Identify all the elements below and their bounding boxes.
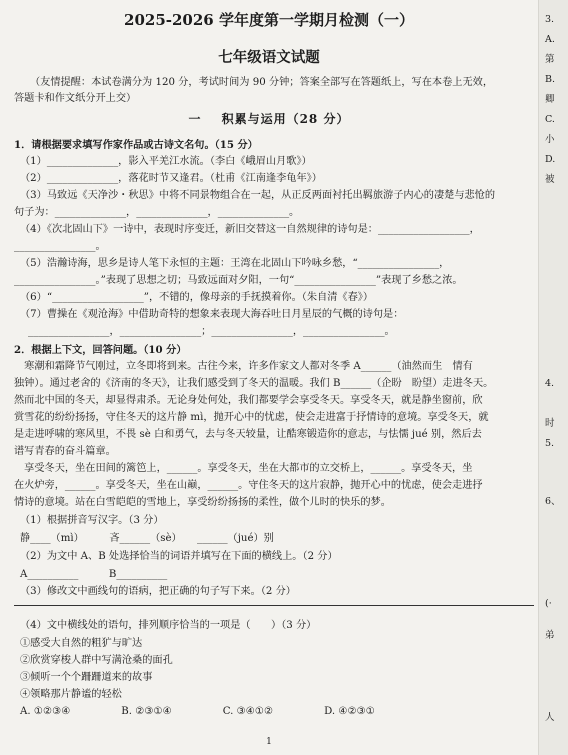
question-1-heading: 1．请根据要求填写作家作品或古诗文名句。（15 分） (14, 139, 258, 151)
option-sentence-3: ③倾听一个个跚跚道来的故事 (20, 672, 153, 683)
strip-text: 小 (545, 134, 555, 145)
q2-sub-2: （2）为文中 A、B 处选择恰当的词语并填写在下面的横线上。（2 分） (20, 551, 338, 562)
passage-line-9: 情诗的意境。站在白雪皑皑的雪地上，享受纷纷扬扬的柔性，做个儿时的快乐的梦。 (14, 497, 391, 508)
strip-text: 时 (545, 418, 555, 429)
question-2-heading: 2．根据上下文，回答问题。（10 分） (14, 344, 187, 356)
q1-item-4-cont: ________________。 (14, 241, 106, 252)
q1-item-1: （1）______________，影入平羌江水流。（李白《峨眉山月歌》） (20, 156, 312, 167)
passage-line-7: 享受冬天，坐在田间的篱笆上，______。享受冬天，坐在大都市的立交桥上，______。享受冬天，坐 (14, 463, 473, 474)
adjacent-page-strip (538, 0, 568, 755)
q1-item-7: （7）曹操在《观沧海》中借助奇特的想象来表现大海吞吐日月星辰的气概的诗句是： (20, 309, 404, 320)
strip-text: 5. (545, 438, 555, 449)
strip-text: 人 (545, 712, 555, 723)
q1-item-5-cont: ________________。”表现了思想之切；马致远面对夕阳，一句“________________”表现了乡愁之浓。 (14, 275, 463, 286)
strip-text: 6、 (545, 496, 561, 507)
q1-item-4: （4）《次北固山下》一诗中，表现时序变迁，新旧交替这一自然规律的诗句是：__________________， (20, 224, 480, 235)
strip-text: B. (545, 74, 556, 85)
q2-sub-1-blanks: 静____（mì） 吝______（sè） ______（jué）别 (20, 533, 274, 544)
strip-text: (· (545, 598, 552, 609)
notice-line-1: （友情提醒：本试卷满分为 120 分，考试时间为 90 分钟；答案全部写在答题纸上，写在本卷上无效， (30, 77, 494, 88)
passage-line-8: 在火炉旁，______。享受冬天，坐在山巅，______。守住冬天的这片寂静，抛开心中的忧虑，使会走进抒 (14, 480, 483, 491)
q1-item-6: （6）“__________________”，不错的，像母亲的手抚摸着你。（朱自清《春》） (20, 292, 374, 303)
strip-text: 被 (545, 174, 555, 185)
exam-subtitle: 七年级语文试题 (218, 49, 320, 66)
passage-line-6: 谱写青春的奋斗篇章。 (14, 446, 116, 457)
notice-line-2: 答题卡和作文纸分开上交） (14, 93, 137, 104)
passage-line-1: 寒潮和霜降节气刚过，立冬即将到来。古往今来，许多作家文人都对冬季 A______（油然而生 情有 (14, 361, 473, 372)
strip-text: 弟 (545, 630, 555, 641)
option-sentence-4: ④领略那片静谧的轻松 (20, 689, 122, 700)
strip-text: C. (545, 114, 555, 125)
passage-line-2: 独钟）。通过老舍的《济南的冬天》，让我们感受到了冬天的温暖。我们 B______（企盼 盼望）走进冬天。 (14, 378, 494, 389)
q1-item-3: （3）马致远《天净沙・秋思》中将不同景物组合在一起，从正反两面衬托出羁旅游子内心的凄楚与悲怆的 (20, 190, 496, 201)
strip-text: 第 (545, 54, 555, 65)
q1-item-5: （5）浩瀚诗海，思乡是诗人笔下永恒的主题：王湾在北固山下吟咏乡愁，“________________， (20, 258, 450, 269)
q2-sub-1: （1）根据拼音写汉字。（3 分） (20, 515, 164, 526)
q1-item-2: （2）______________，落花时节又逢君。（杜甫《江南逢李龟年》） (20, 173, 322, 184)
strip-text: 卿 (545, 94, 555, 105)
strip-text: 3. (545, 14, 555, 25)
section-number: 一 (188, 112, 202, 126)
q1-item-3-cont: 句子为：______________，______________，______________。 (14, 207, 300, 218)
exam-title: 2025-2026 学年度第一学期月检测（一） (124, 11, 414, 29)
strip-text: D. (545, 154, 556, 165)
section-title: 积累与运用（28 分） (221, 112, 350, 126)
option-sentence-2: ②欣赏穿梭人群中写满沧桑的面孔 (20, 655, 173, 666)
option-sentence-1: ①感受大自然的粗犷与旷达 (20, 638, 143, 649)
passage-line-3: 然而北中国的冬天，却显得肃杀。无论身处何处，我们都要学会享受冬天。享受冬天，就是静坐窗前，欣 (14, 395, 483, 406)
strip-text: A. (545, 34, 555, 45)
q2-sub-3: （3）修改文中画线句的语病，把正确的句子写下来。（2 分） (20, 586, 296, 597)
q2-sub-2-blanks: A__________ B__________ (20, 569, 168, 580)
answer-line (14, 605, 534, 606)
passage-line-5: 是走进呼啸的寒风里，不畏 sè 白和勇气，去与冬天较量，让酷寒锻造你的意志，与怯懦 jué 别，然后去 (14, 429, 482, 440)
passage-line-4: 赏雪花的纷纷扬扬，守住冬天的这片静 mì，抛开心中的忧虑，使会走进富于抒情诗的意境。享受冬天，就 (14, 412, 489, 423)
answer-choices: A. ①②③④ B. ②③①④ C. ③④①② D. ④②③① (20, 706, 375, 717)
page-number: 1 (266, 737, 272, 747)
strip-text: 4. (545, 378, 555, 389)
section-heading (0, 111, 538, 127)
q1-item-7-cont: ________________，________________；________________，________________。 (28, 326, 395, 337)
q2-sub-4: （4）文中横线处的语句，排列顺序恰当的一项是（ ）（3 分） (20, 620, 317, 631)
